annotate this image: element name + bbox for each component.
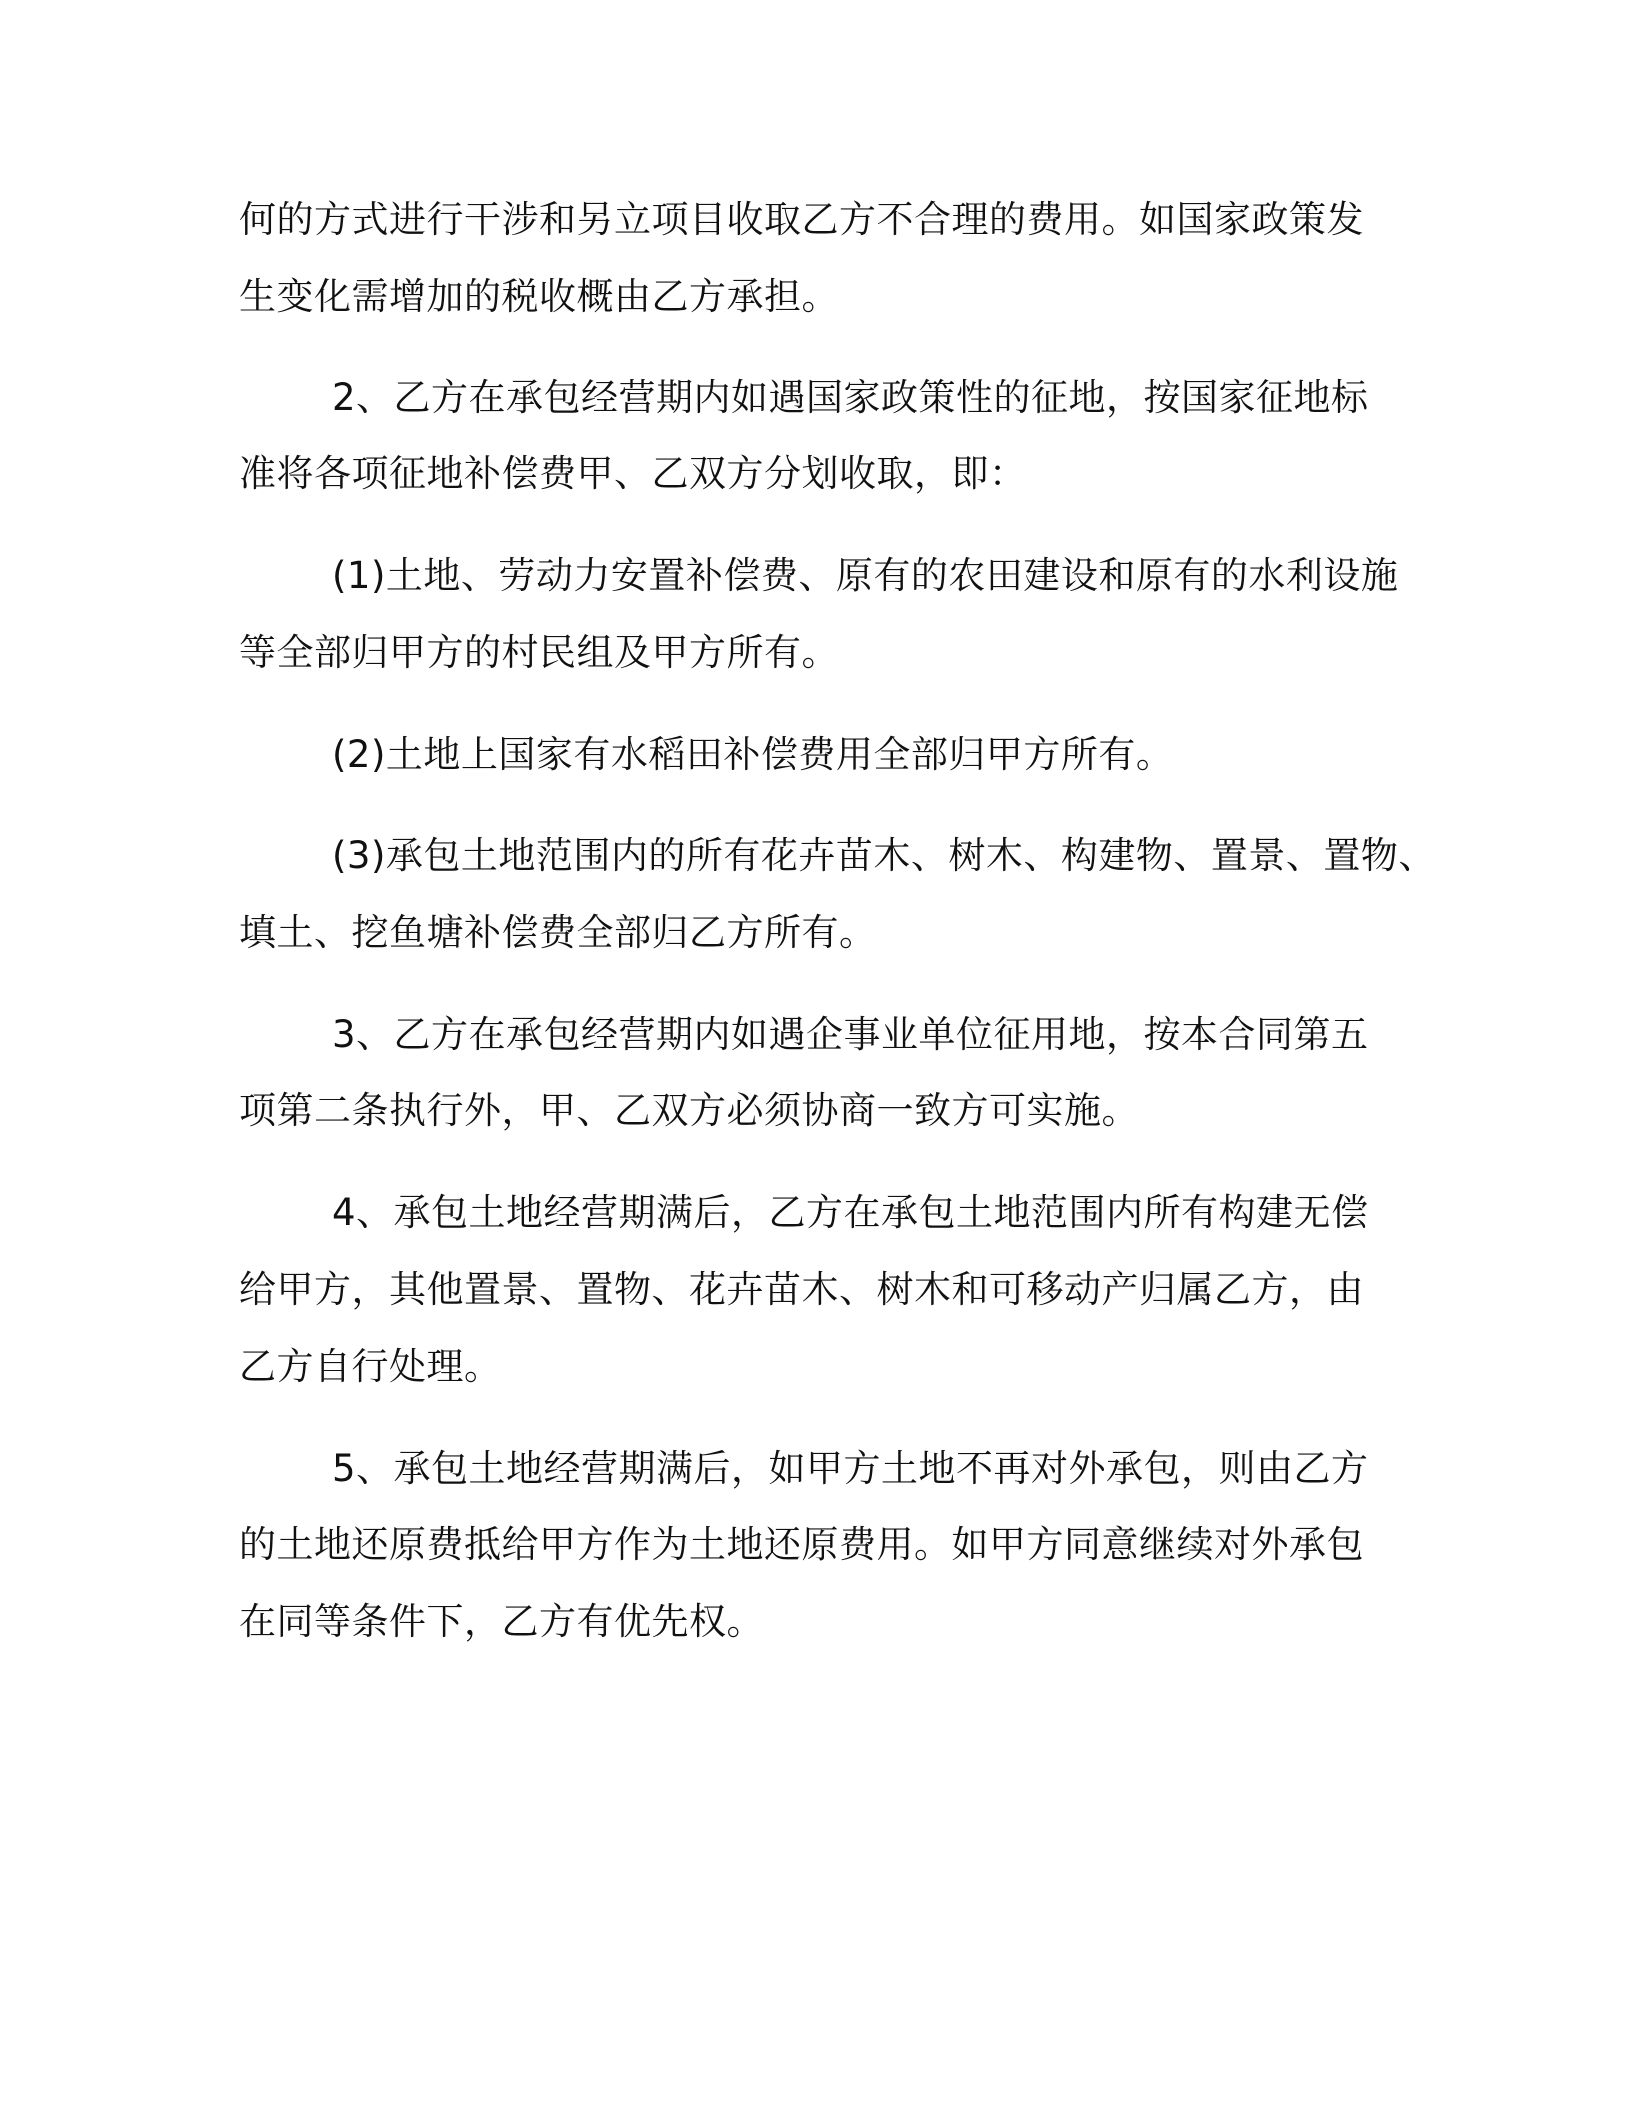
text-line: 何的方式进行干涉和另立项目收取乙方不合理的费用。如国家政策发 (239, 198, 1364, 241)
paragraph-5-line: 5、承包土地经营期满后，如甲方土地不再对外承包，则由乙方 (332, 1447, 1369, 1490)
text-line: 乙方自行处理。 (239, 1345, 502, 1388)
paragraph-3-line: 3、乙方在承包经营期内如遇企事业单位征用地，按本合同第五 (332, 1013, 1369, 1056)
text-line: 填土、挖鱼塘补偿费全部归乙方所有。 (239, 911, 877, 954)
text-line: 给甲方，其他置景、置物、花卉苗木、树木和可移动产归属乙方，由 (239, 1268, 1364, 1311)
text-line: 项第二条执行外，甲、乙双方必须协商一致方可实施。 (239, 1089, 1139, 1132)
text-line: 的土地还原费抵给甲方作为土地还原费用。如甲方同意继续对外承包 (239, 1523, 1364, 1566)
text-line: 在同等条件下，乙方有优先权。 (239, 1600, 764, 1643)
paragraph-2-line: 2、乙方在承包经营期内如遇国家政策性的征地，按国家征地标 (332, 376, 1369, 419)
text-line: 等全部归甲方的村民组及甲方所有。 (239, 631, 839, 674)
text-line: 准将各项征地补偿费甲、乙双方分划收取，即： (239, 452, 1027, 495)
item-1-line: (1)土地、劳动力安置补偿费、原有的农田建设和原有的水利设施 (332, 554, 1399, 597)
item-3-line: (3)承包土地范围内的所有花卉苗木、树木、构建物、置景、置物、 (332, 834, 1436, 877)
item-2-line: (2)土地上国家有水稻田补偿费用全部归甲方所有。 (332, 733, 1174, 776)
paragraph-4-line: 4、承包土地经营期满后，乙方在承包土地范围内所有构建无偿 (332, 1191, 1369, 1234)
text-line: 生变化需增加的税收概由乙方承担。 (239, 275, 839, 318)
